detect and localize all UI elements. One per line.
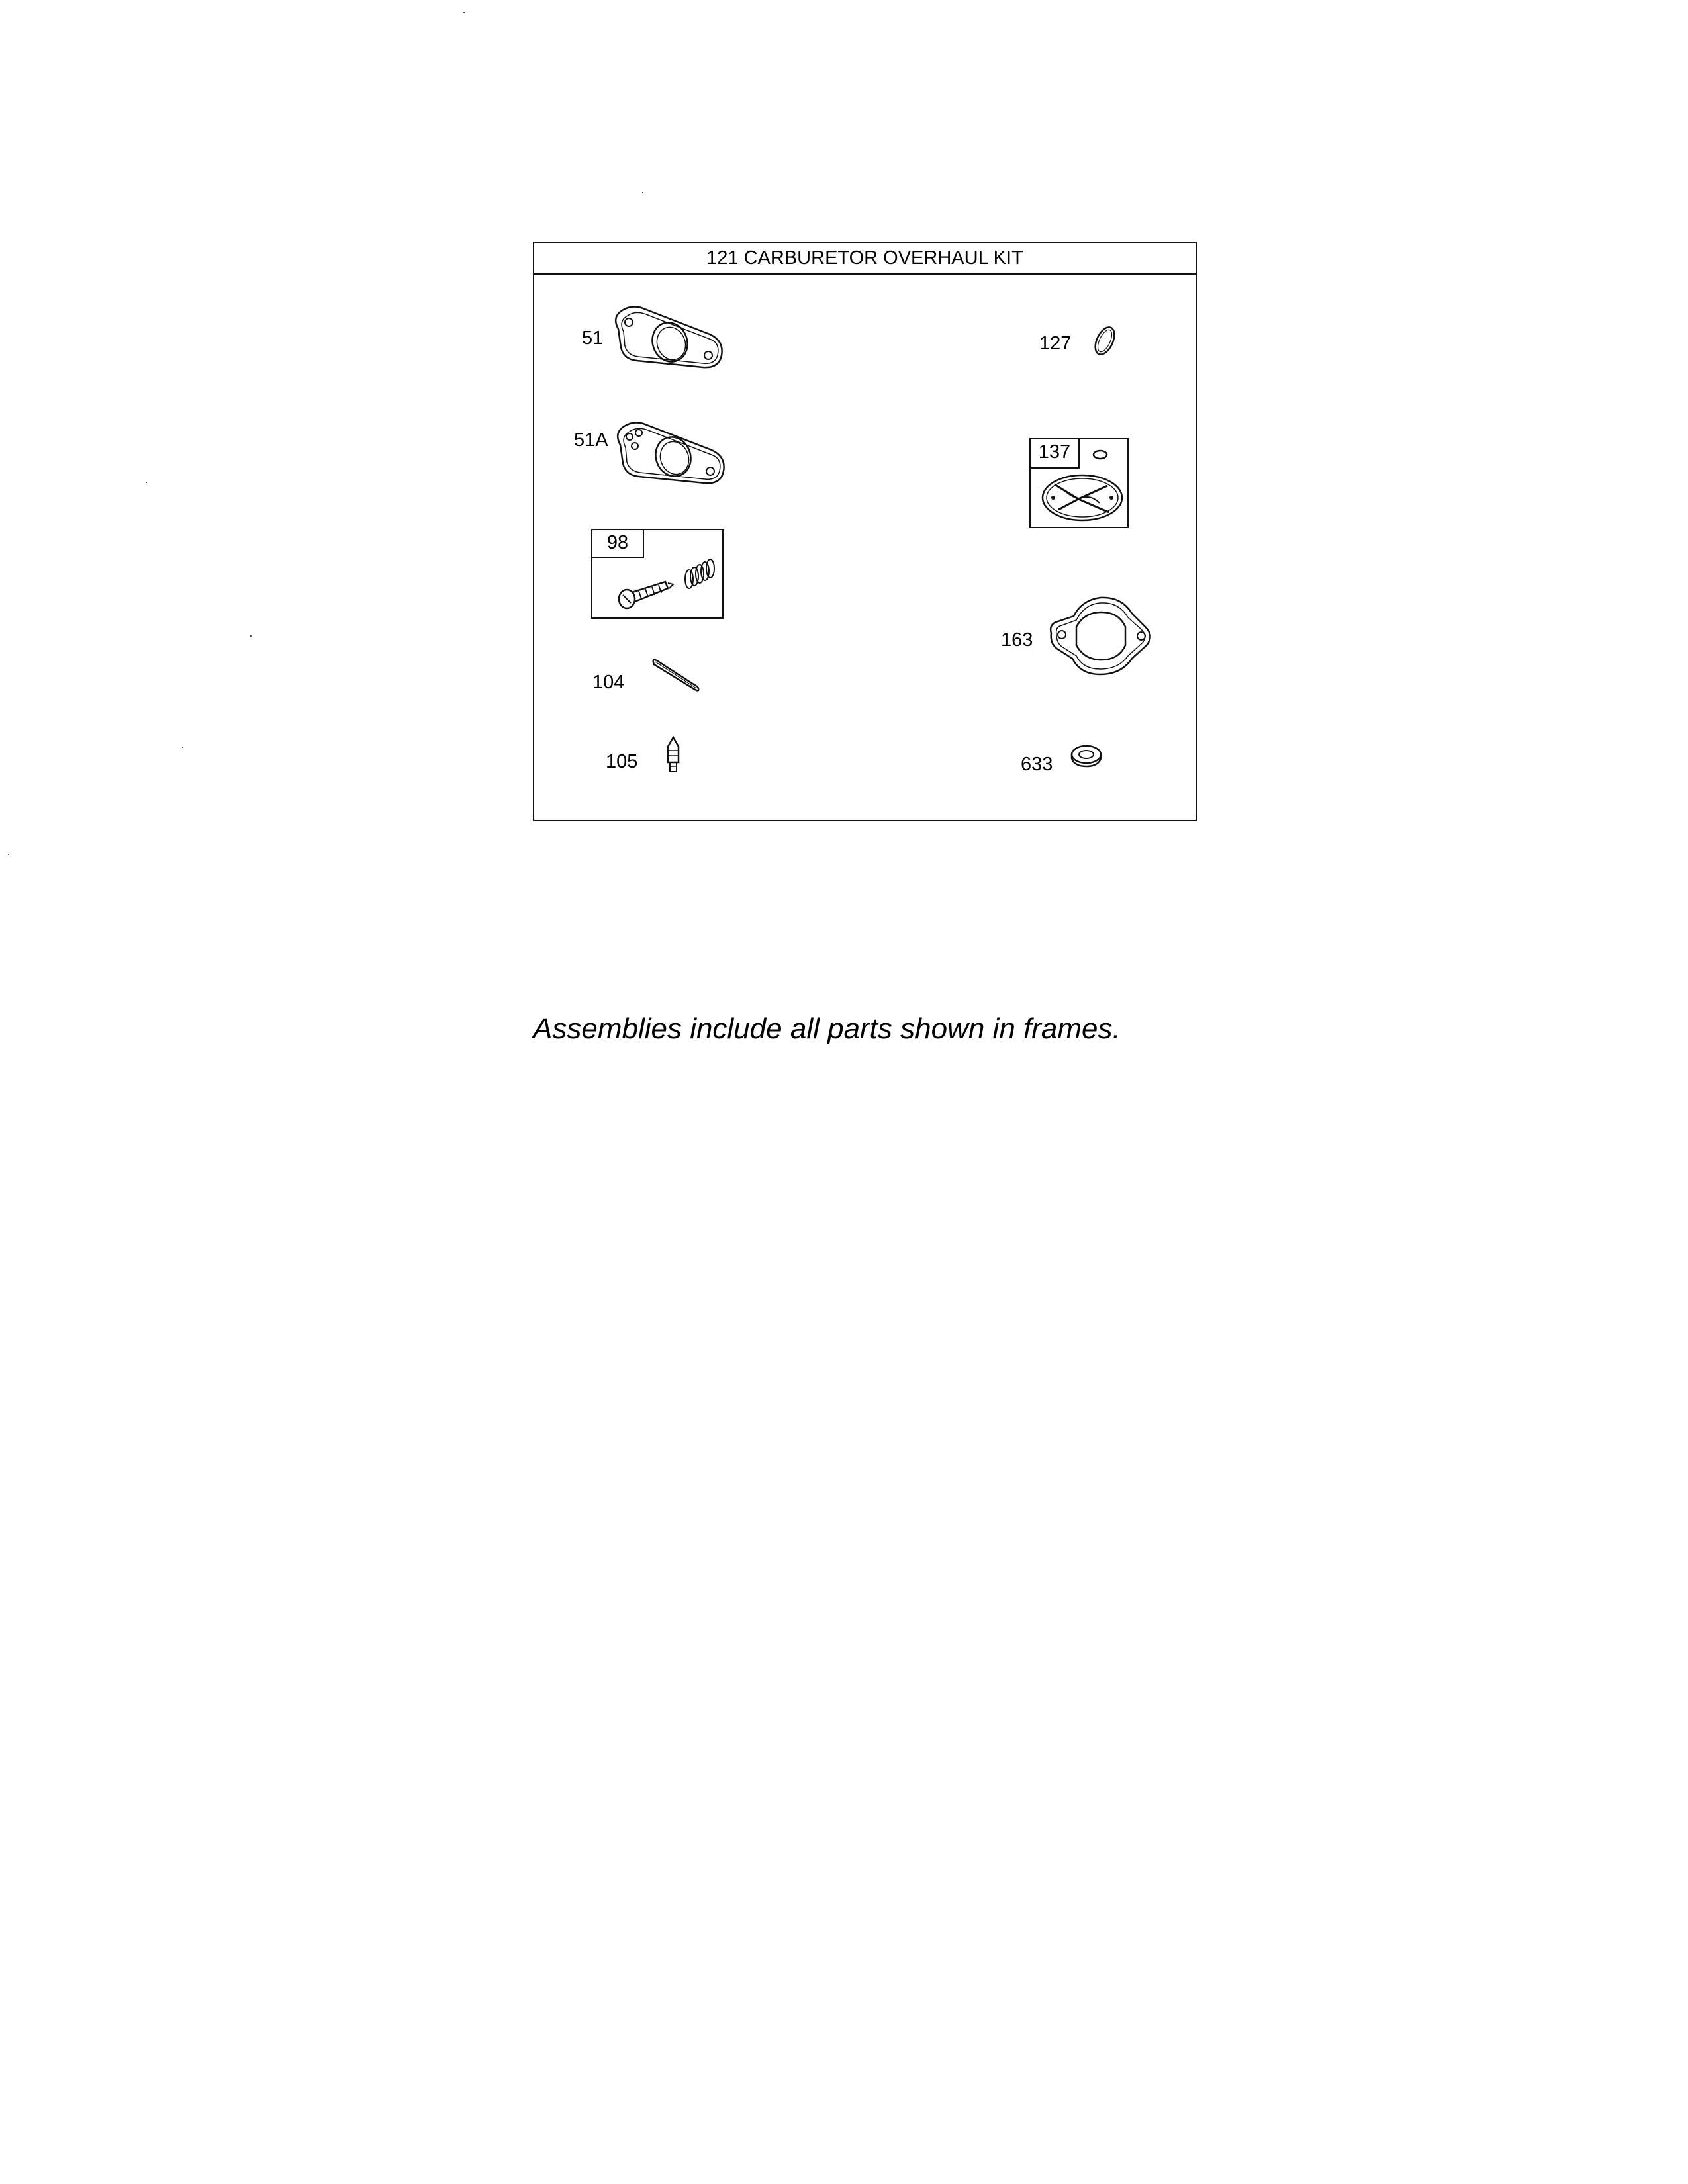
scan-speck	[250, 635, 252, 637]
flange-gasket-icon	[610, 302, 726, 385]
air-cleaner-gasket-icon	[1047, 592, 1156, 680]
scan-speck	[146, 482, 147, 483]
part-label-633: 633	[1021, 754, 1053, 775]
part-label-51: 51	[582, 328, 604, 349]
part-label-163: 163	[1001, 629, 1033, 651]
part-label-127: 127	[1039, 333, 1072, 354]
part-label-104: 104	[592, 672, 625, 693]
part-label-51a: 51A	[574, 430, 608, 451]
scan-speck	[463, 12, 465, 13]
kit-frame	[533, 242, 1197, 821]
kit-title: 121 CARBURETOR OVERHAUL KIT	[534, 243, 1196, 275]
part-frame-137	[1029, 438, 1129, 528]
o-ring-icon	[1092, 449, 1109, 461]
pin-icon	[650, 657, 703, 696]
screw-and-spring-icon	[611, 549, 724, 615]
part-label-98: 98	[592, 530, 644, 558]
needle-valve-icon	[663, 736, 683, 774]
part-label-137: 137	[1031, 439, 1080, 469]
bowl-gasket-icon	[1039, 471, 1126, 524]
flange-gasket-icon	[612, 418, 728, 501]
footnote: Assemblies include all parts shown in frames.	[533, 1013, 1121, 1045]
scan-speck	[642, 192, 643, 193]
part-label-105: 105	[606, 751, 638, 772]
washer-icon	[1069, 743, 1103, 769]
scan-speck	[8, 854, 9, 855]
o-ring-icon	[1090, 324, 1119, 358]
scan-speck	[182, 747, 183, 748]
part-frame-98	[591, 529, 724, 619]
